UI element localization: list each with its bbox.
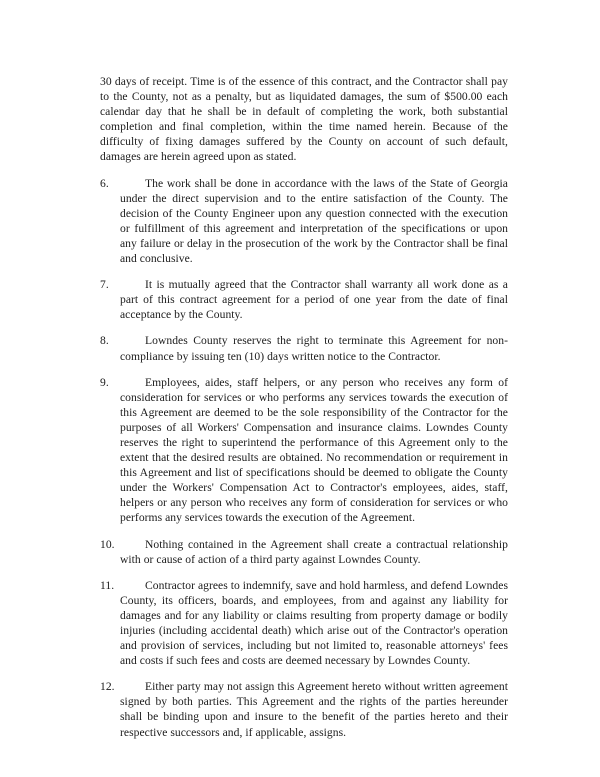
clause-number: 9. <box>100 375 109 389</box>
clause-text: Contractor agrees to indemnify, save and hold harmless, and defend Lowndes County, its officers, boards, and employees, from and against any liability for damages and for any liability or claims resulting from property damage or bodily injuries (including accidental death) which arise out of the Contractor's operation and provision of services, including but not limited to, reasonable attorneys' fees and costs if such fees and costs are deemed necessary by Lowndes County. <box>120 578 508 668</box>
clause-11 <box>100 578 508 669</box>
clause-number: 11. <box>100 578 115 592</box>
clause-number: 10. <box>100 537 115 551</box>
clause-number: 12. <box>100 680 115 694</box>
clause-10 <box>100 537 508 567</box>
clause-number: 6. <box>100 176 109 190</box>
clause-text: It is mutually agreed that the Contractor shall warranty all work done as a part of this contract agreement for a period of one year from the date of final acceptance by the County. <box>120 278 508 322</box>
clause-text: Nothing contained in the Agreement shall create a contractual relationship with or cause of action of a third party against Lowndes County. <box>120 537 508 566</box>
document-text-column <box>100 74 508 740</box>
clause-6 <box>100 176 508 267</box>
clause-text: Employees, aides, staff helpers, or any person who receives any form of consideration for services or who performs any services towards the execution of this Agreement are deemed to be the sole responsibility of the Contractor for the purposes of all Workers' Compensation and insurance claims. Lowndes County reserves the right to superintend the performance of this Agreement only to the extent that the desired results are obtained. No recommendation or requirement in this Agreement and list of specifications should be deemed to obligate the County under the Workers' Compensation Act to Contractor's employees, aides, staff, helpers or any person who receives any form of consideration for services or who performs any services towards the execution of the Agreement. <box>120 375 508 525</box>
clause-text: The work shall be done in accordance with the laws of the State of Georgia under the direct supervision and to the entire satisfaction of the County. The decision of the County Engineer upon any question connected with the execution or fulfillment of this agreement and interpretation of the specifications or upon any failure or delay in the prosecution of the work by the Contractor shall be final and conclusive. <box>120 176 508 266</box>
continuation-paragraph: 30 days of receipt. Time is of the essence of this contract, and the Contractor shall pay to the County, not as a penalty, but as liquidated damages, the sum of $500.00 each calendar day that he shall be in default of completing the work, both substantial completion and final completion, within the time named herein. Because of the difficulty of fixing damages suffered by the County on account of such default, damages are herein agreed upon as stated. <box>100 75 508 164</box>
clause-text: Either party may not assign this Agreement hereto without written agreement signed by both parties. This Agreement and the rights of the parties hereunder shall be binding upon and insure to the benefit of the parties hereto and their respective successors and, if applicable, assigns. <box>120 680 508 739</box>
clause-7 <box>100 277 508 322</box>
clause-number: 7. <box>100 278 109 292</box>
clause-8 <box>100 333 508 363</box>
clause-9 <box>100 375 508 526</box>
clause-12 <box>100 679 508 739</box>
clause-number: 8. <box>100 334 109 348</box>
clause-text: Lowndes County reserves the right to terminate this Agreement for non-compliance by issuing ten (10) days written notice to the Contractor. <box>120 334 508 363</box>
